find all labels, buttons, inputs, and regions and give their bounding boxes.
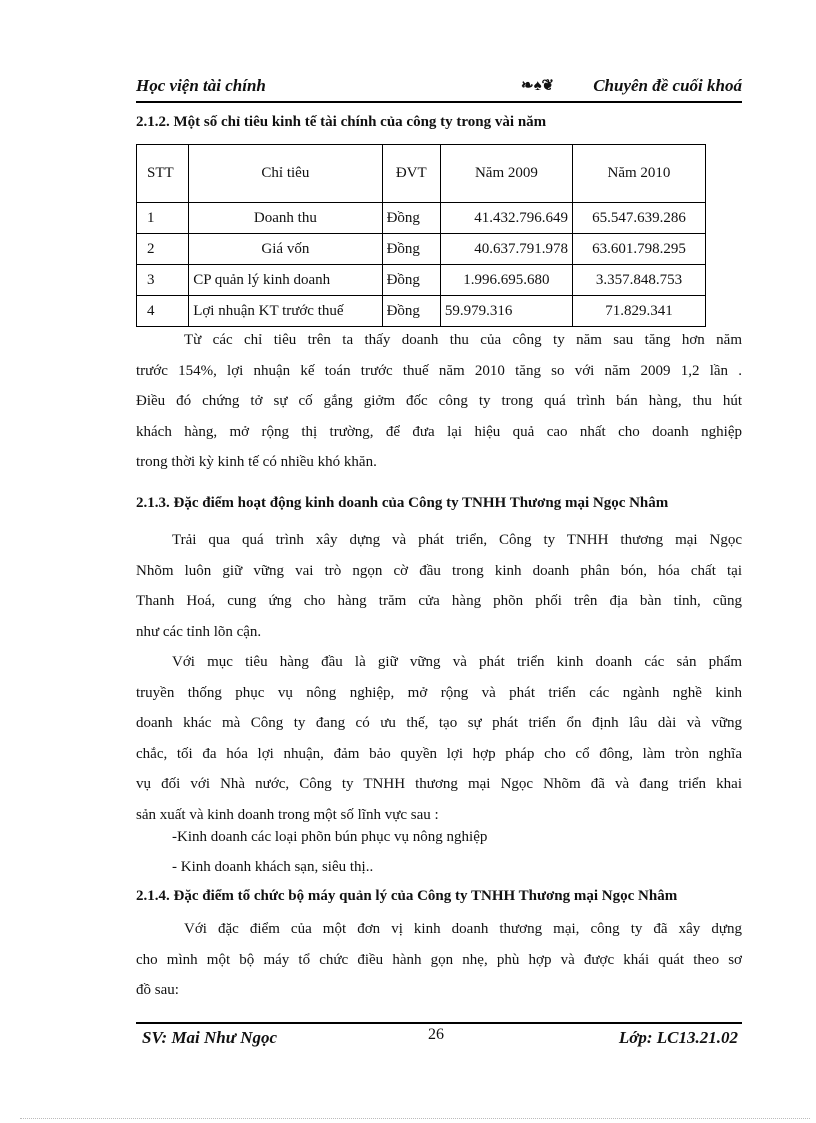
cell-indicator: Giá vốn [189, 234, 382, 265]
financial-indicators-table [136, 144, 706, 327]
cell-indicator: Lợi nhuận KT trước thuế [189, 296, 382, 327]
cell-2010: 71.829.341 [572, 296, 705, 327]
paragraph-business-goals [136, 647, 742, 830]
header-ornament: ❧♠❦ [521, 78, 555, 94]
page-footer [136, 1026, 742, 1052]
section-heading-2-1-4: 2.1.4. Đặc điểm tổ chức bộ máy quản lý của Công ty TNHH Thương mại Ngọc Nhâm [136, 888, 678, 904]
cell-indicator: CP quản lý kinh doanh [189, 265, 382, 296]
text-line: cho mình một bộ máy tổ chức điều hành gọn nhẹ, phù hợp và được khái quát theo sơ [136, 951, 742, 968]
text-line: đồ sau: [136, 982, 179, 998]
text-line: Thanh Hoá, cung ứng cho hàng trăm cửa hàng phõn phối trên địa bàn tỉnh, cũng [136, 593, 742, 609]
table-row [137, 265, 706, 296]
text-line: Trải qua quá trình xây dựng và phát triển, Công ty TNHH thương mại Ngọc [172, 532, 742, 548]
cell-unit: Đồng [382, 203, 440, 234]
list-item: -Kinh doanh các loại phõn bún phục vụ nông nghiệp [172, 829, 488, 845]
cell-indicator: Doanh thu [189, 203, 382, 234]
table-row [137, 296, 706, 327]
text-line: Nhõm luôn giữ vững vai trò ngọn cờ đầu trong kinh doanh phân bón, hóa chất tại [136, 562, 742, 579]
col-header-indicator: Chỉ tiêu [189, 145, 382, 203]
text-line: Điều đó chứng tở sự cố gắng giởm đốc công ty trong quá trình bán hàng, thu hút [136, 393, 742, 409]
text-line: Từ các chỉ tiêu trên ta thấy doanh thu của công ty năm sau tăng hơn năm [184, 332, 742, 348]
text-line: Với mục tiêu hàng đầu là giữ vững và phát triển kinh doanh các sản phẩm [172, 654, 742, 670]
table-row [137, 234, 706, 265]
header-institution: Học viện tài chính [136, 76, 266, 95]
text-line: truyền thống phục vụ nông nghiệp, mở rộng và phát triển các ngành nghề kinh [136, 684, 742, 701]
cell-unit: Đồng [382, 265, 440, 296]
page-edge-divider [20, 1118, 810, 1119]
text-line: như các tỉnh lõn cận. [136, 623, 262, 640]
cell-2010: 3.357.848.753 [572, 265, 705, 296]
col-header-2009: Năm 2009 [440, 145, 572, 203]
table-row [137, 203, 706, 234]
cell-2009: 1.996.695.680 [440, 265, 572, 296]
cell-2010: 63.601.798.295 [572, 234, 705, 265]
col-header-2010: Năm 2010 [572, 145, 705, 203]
footer-rule [136, 1022, 742, 1024]
table-header-row [137, 145, 706, 203]
col-header-unit: ĐVT [382, 145, 440, 203]
section-heading-2-1-3: 2.1.3. Đặc điểm hoạt động kinh doanh của Công ty TNHH Thương mại Ngọc Nhâm [136, 495, 669, 511]
page-number: 26 [428, 1026, 444, 1043]
header-rule [136, 101, 742, 103]
text-line: chắc, tối đa hóa lợi nhuận, đảm bảo quyền lợi hợp pháp cho cổ đông, làm tròn nghĩa [136, 745, 742, 762]
text-line: khách hàng, mở rộng thị trường, để đưa lại hiệu quả cao nhất cho doanh nghiệp [136, 423, 742, 440]
paragraph-business-history [136, 525, 742, 647]
cell-2009: 41.432.796.649 [440, 203, 572, 234]
cell-2009: 40.637.791.978 [440, 234, 572, 265]
list-item: - Kinh doanh khách sạn, siêu thị.. [172, 859, 374, 875]
cell-unit: Đồng [382, 234, 440, 265]
paragraph-management-structure [136, 914, 742, 1006]
text-line: doanh khác mà Công ty đang có ưu thế, tạo sự phát triển ổn định lâu dài và vững [136, 715, 742, 731]
paragraph-indicators-summary [136, 325, 742, 478]
cell-stt: 3 [137, 265, 189, 296]
cell-unit: Đồng [382, 296, 440, 327]
page-header [136, 76, 742, 102]
cell-2009: 59.979.316 [440, 296, 572, 327]
footer-class-code: Lớp: LC13.21.02 [618, 1028, 738, 1047]
text-line: Với đặc điểm của một đơn vị kinh doanh thương mại, công ty đã xây dựng [184, 921, 742, 937]
text-line: trước 154%, lợi nhuận kế toán trước thuế năm 2010 tăng so với năm 2009 1,2 lần . [136, 362, 742, 379]
text-line: sản xuất và kinh doanh trong một số lĩnh vực sau : [136, 806, 439, 823]
cell-2010: 65.547.639.286 [572, 203, 705, 234]
text-line: vụ đối với Nhà nước, Công ty TNHH thương mại Ngọc Nhõm đã và đang triển khai [136, 776, 742, 792]
cell-stt: 2 [137, 234, 189, 265]
footer-student-name: SV: Mai Như Ngọc [142, 1028, 278, 1047]
cell-stt: 1 [137, 203, 189, 234]
cell-stt: 4 [137, 296, 189, 327]
text-line: trong thời kỳ kinh tế có nhiều khó khăn. [136, 454, 377, 470]
col-header-stt: STT [137, 145, 189, 203]
header-doc-type: Chuyên đề cuối khoá [593, 76, 742, 95]
section-heading-2-1-2: 2.1.2. Một số chỉ tiêu kinh tế tài chính của công ty trong vài năm [136, 114, 547, 130]
